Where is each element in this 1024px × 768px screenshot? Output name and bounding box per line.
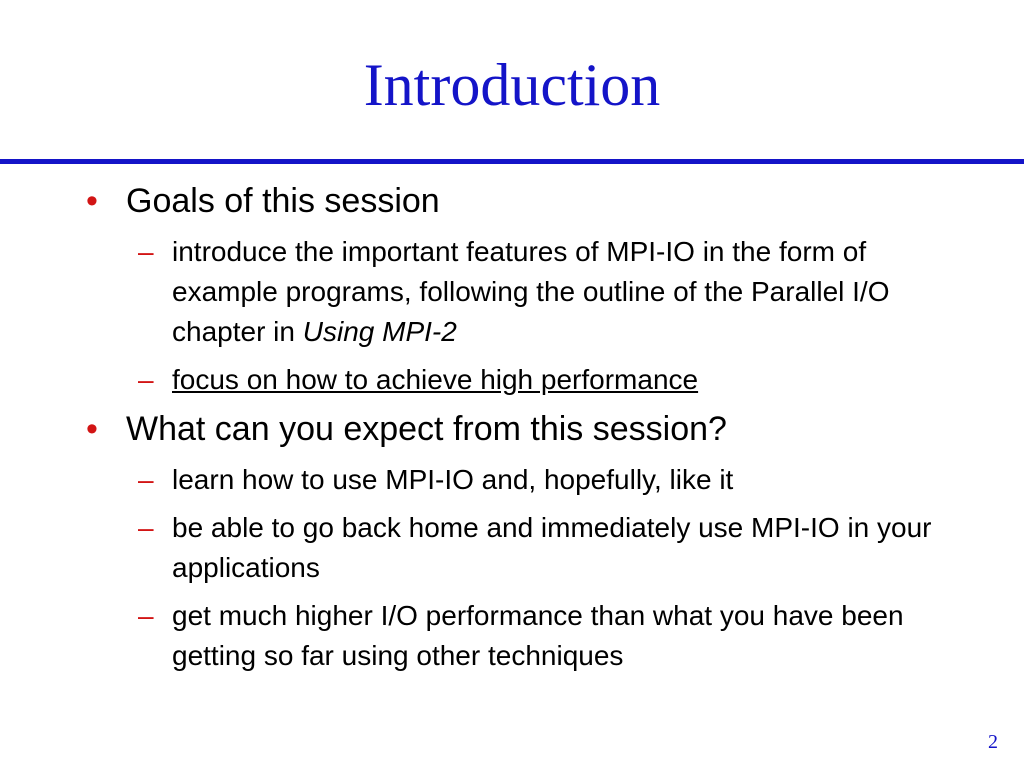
sub-bullet-go-home xyxy=(86,508,952,588)
sub-bullet-text: be able to go back home and immediately use MPI-IO in your applications xyxy=(172,512,932,583)
title-divider xyxy=(0,159,1024,164)
dash-icon: – xyxy=(138,236,154,267)
bullet-dot-icon: • xyxy=(86,410,98,448)
sub-bullet-performance xyxy=(86,596,952,676)
dash-icon: – xyxy=(138,512,154,543)
sub-bullet-text: introduce the important features of MPI-IO in the form of example programs, following the outline of the Parallel I/O chapter in xyxy=(172,236,890,347)
sub-bullet-learn xyxy=(86,460,952,500)
dash-icon: – xyxy=(138,364,154,395)
sub-bullet-introduce xyxy=(86,232,952,352)
sub-bullet-text: get much higher I/O performance than what you have been getting so far using other techniques xyxy=(172,600,904,671)
slide-content xyxy=(86,180,986,684)
bullet-goals xyxy=(86,180,986,222)
slide-title: Introduction xyxy=(363,52,661,118)
dash-icon: – xyxy=(138,464,154,495)
sub-bullet-text: learn how to use MPI-IO and, hopefully, like it xyxy=(172,464,734,495)
sub-bullet-text: focus on how to achieve high performance xyxy=(172,364,699,395)
bullet-text: What can you expect from this session? xyxy=(126,410,727,448)
sub-bullet-focus xyxy=(86,360,952,400)
bullet-dot-icon: • xyxy=(86,182,98,220)
dash-icon: – xyxy=(138,600,154,631)
page-number: 2 xyxy=(988,731,998,753)
book-title: Using MPI-2 xyxy=(302,316,457,347)
bullet-expect xyxy=(86,408,986,450)
bullet-text: Goals of this session xyxy=(126,182,440,220)
